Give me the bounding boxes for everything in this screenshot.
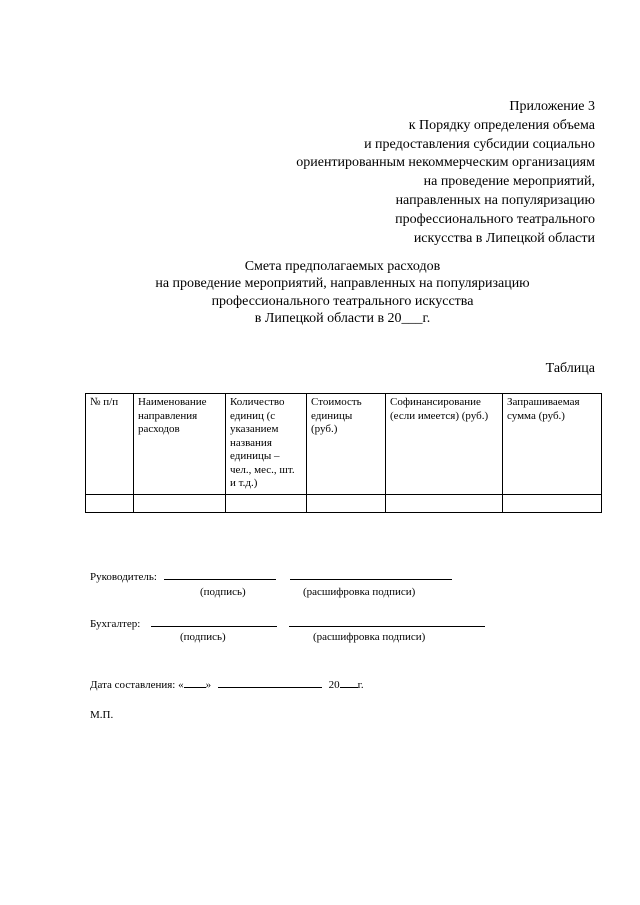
accountant-decode-blank (289, 616, 485, 627)
table-cell (226, 495, 307, 513)
appendix-line: направленных на популяризацию (395, 192, 595, 208)
date-year-blank (340, 677, 358, 688)
head-decode-caption: (расшифровка подписи) (303, 586, 416, 598)
appendix-header (296, 98, 595, 248)
date-year: 20 (328, 679, 340, 691)
accountant-decode-caption: (расшифровка подписи) (313, 631, 426, 643)
accountant-sign-blank (151, 616, 277, 627)
table-cell (134, 495, 226, 513)
date-day-blank (184, 677, 206, 688)
head-label: Руководитель: (90, 571, 157, 583)
date-month-blank (218, 677, 322, 688)
table-cell (86, 495, 134, 513)
date-mid: » (205, 679, 212, 691)
head-signature-line (90, 569, 452, 584)
appendix-line: профессионального театрального (395, 211, 595, 227)
title-line: профессионального театрального искусства (211, 293, 474, 309)
accountant-signature-line (90, 616, 485, 631)
header-cell-requested-sum: Запрашиваемая сумма (руб.) (503, 394, 602, 495)
date-line (90, 677, 364, 692)
date-label: Дата составления: « (90, 679, 184, 691)
estimate-table (85, 393, 602, 513)
appendix-line: и предоставления субсидии социально (364, 136, 595, 152)
accountant-sign-caption: (подпись) (180, 631, 226, 643)
table-cell (386, 495, 503, 513)
header-cell-unit-cost: Стоимость единицы (руб.) (307, 394, 386, 495)
title-line: на проведение мероприятий, направленных на популяризацию (155, 276, 530, 292)
table-row (86, 495, 602, 513)
table-label: Таблица (545, 361, 595, 376)
header-cell-number: № п/п (86, 394, 134, 495)
appendix-line: ориентированным некоммерческим организациям (296, 155, 595, 171)
appendix-line: к Порядку определения объема (408, 117, 595, 133)
title-line: в Липецкой области в 20___г. (254, 311, 431, 327)
head-sign-blank (164, 569, 276, 580)
header-cell-expense-name: Наименование направления расходов (134, 394, 226, 495)
table-cell (307, 495, 386, 513)
appendix-line: Приложение 3 (509, 99, 595, 114)
appendix-line: на проведение мероприятий, (423, 174, 595, 190)
accountant-label: Бухгалтер: (90, 618, 141, 630)
head-decode-blank (290, 569, 452, 580)
appendix-line: искусства в Липецкой области (413, 230, 595, 246)
title-line: Смета предполагаемых расходов (244, 259, 441, 274)
stamp-place: М.П. (90, 709, 114, 721)
document-title (90, 258, 595, 328)
head-sign-caption: (подпись) (200, 586, 246, 598)
table-cell (503, 495, 602, 513)
date-suffix: г. (357, 679, 364, 691)
table-header-row (86, 394, 602, 495)
header-cell-quantity: Количество единиц (с указанием названия единицы – чел., мес., шт. и т.д.) (226, 394, 307, 495)
header-cell-cofinancing: Софинансирование (если имеется) (руб.) (386, 394, 503, 495)
